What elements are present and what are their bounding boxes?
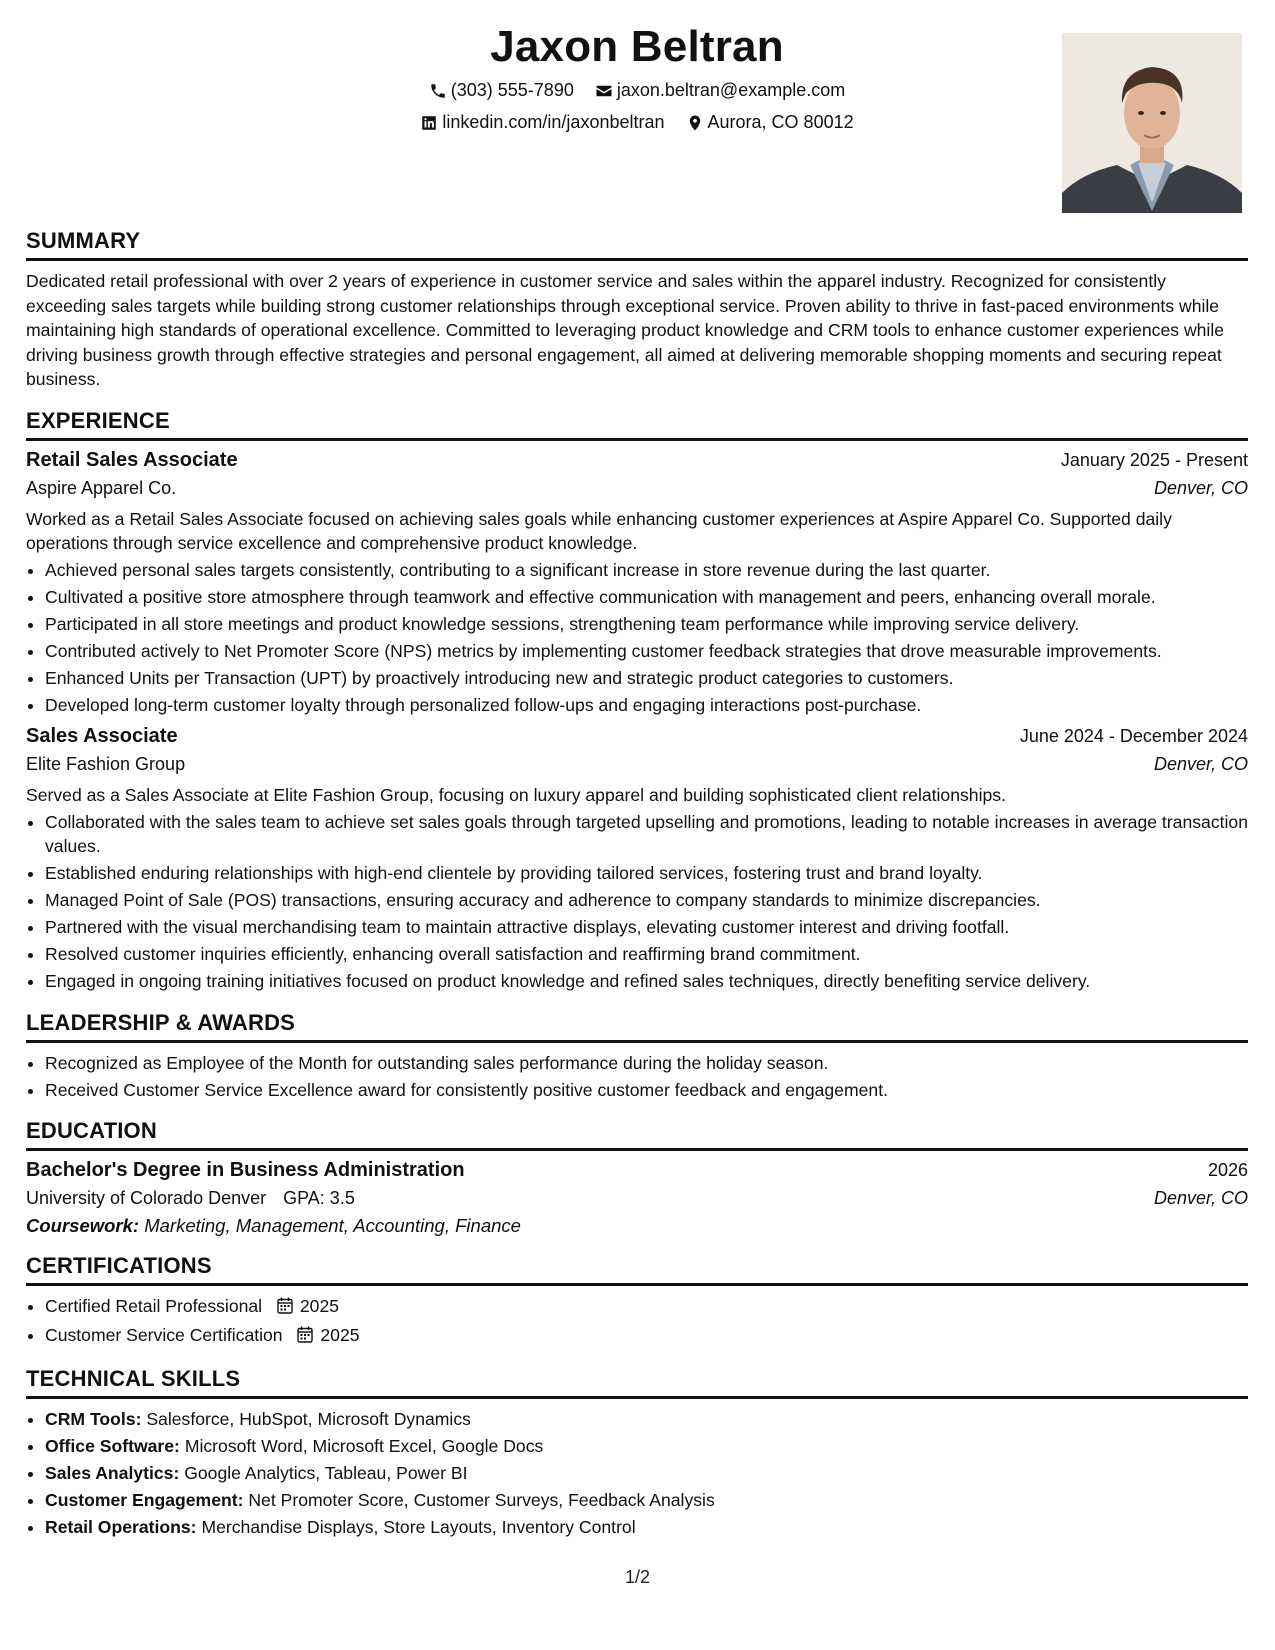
list-item: • Participated in all store meetings and product knowledge sessions, strengthening team performance while improving service delivery. (45, 612, 1248, 637)
list-item (45, 1488, 1248, 1513)
skill-value: Salesforce, HubSpot, Microsoft Dynamics (146, 1408, 471, 1429)
page-number: 1/2 (624, 1567, 651, 1587)
summary-text: Dedicated retail professional with over 2 years of experience in customer service and sales within the apparel industry. Recognized for consistently exceeding sales targets while building strong customer relationships through exceptional service. Proven ability to thrive in fast-paced environments while maintaining high standards of operational excellence. Committed to leveraging product knowledge and CRM tools to enhance customer experiences while driving business growth through effective strategies and personal engagement, all aimed at delivering memorable shopping moments and securing repeat business. (26, 271, 1225, 389)
phone-contact (429, 80, 574, 101)
list-item: • Partnered with the visual merchandising team to maintain attractive displays, elevating customer interest and driving footfall. (45, 915, 1248, 940)
location-contact (686, 112, 854, 133)
list-item: • Cultivated a positive store atmosphere through teamwork and effective communication with management and peers, enhancing overall morale. (45, 585, 1248, 610)
company-name: Elite Fashion Group (26, 754, 186, 774)
summary-heading: SUMMARY (26, 228, 1248, 261)
degree-name: Bachelor's Degree in Business Administration (26, 1159, 465, 1181)
envelope-icon (595, 82, 613, 100)
job-title: Retail Sales Associate (26, 448, 238, 471)
job-bullets (26, 558, 1248, 718)
linkedin-contact[interactable] (420, 112, 664, 133)
job-description: Served as a Sales Associate at Elite Fashion Group, focusing on luxury apparel and building sophisticated client relationships. (26, 785, 1006, 805)
gpa: GPA: 3.5 (283, 1188, 355, 1208)
location-text: Aurora, CO 80012 (707, 112, 854, 132)
skills-section (26, 1366, 1248, 1540)
experience-section (26, 408, 1248, 994)
certifications-section (26, 1253, 1248, 1350)
coursework (26, 1215, 1248, 1237)
candidate-name: Jaxon Beltran (490, 22, 784, 71)
resume-page (26, 0, 1248, 1542)
list-item: • Engaged in ongoing training initiatives focused on product knowledge and refined sales techniques, directly benefiting service delivery. (45, 969, 1248, 994)
school-location: Denver, CO (1153, 1188, 1248, 1208)
job-title: Sales Associate (26, 725, 178, 747)
job-entry (26, 725, 1248, 994)
skill-value: Merchandise Displays, Store Layouts, Inventory Control (201, 1516, 636, 1537)
email-contact[interactable] (595, 80, 845, 101)
profile-photo-illustration (1062, 33, 1242, 213)
skills-list (26, 1407, 1248, 1540)
list-item (45, 1434, 1248, 1459)
certification-year: 2025 (299, 1296, 340, 1316)
list-item: • Achieved personal sales targets consistently, contributing to a significant increase in store revenue during the last quarter. (45, 558, 1248, 583)
list-item: • Enhanced Units per Transaction (UPT) by proactively introducing new and strategic product categories to customers. (45, 666, 1248, 691)
profile-photo (1062, 33, 1242, 213)
job-dates: June 2024 - December 2024 (1019, 726, 1248, 746)
list-item (45, 1294, 1248, 1321)
leadership-section (26, 1010, 1248, 1103)
skill-label: Retail Operations: (45, 1516, 197, 1537)
experience-heading: EXPERIENCE (26, 408, 1248, 441)
school-name: University of Colorado Denver (26, 1188, 267, 1208)
leadership-heading: LEADERSHIP & AWARDS (26, 1010, 1248, 1043)
summary-section (26, 228, 1248, 392)
list-item (45, 1515, 1248, 1540)
list-item: • Recognized as Employee of the Month for outstanding sales performance during the holiday season. (45, 1051, 1248, 1076)
job-bullets (26, 810, 1248, 994)
skill-label: Office Software: (45, 1435, 180, 1456)
job-description: Worked as a Retail Sales Associate focused on achieving sales goals while enhancing customer experiences at Aspire Apparel Co. Supported daily operations through service excellence and comprehensive product knowledge. (26, 508, 1172, 553)
calendar-icon (277, 1296, 293, 1321)
job-location: Denver, CO (1153, 477, 1248, 498)
job-dates: January 2025 - Present (1060, 449, 1248, 470)
skill-label: CRM Tools: (45, 1408, 142, 1429)
coursework-label: Coursework: (26, 1215, 140, 1236)
list-item (45, 1461, 1248, 1486)
certification-name: Customer Service Certification (45, 1325, 283, 1345)
certifications-list (26, 1294, 1248, 1350)
list-item: • Established enduring relationships with high-end clientele by providing tailored services, fostering trust and brand loyalty. (45, 861, 1248, 886)
leadership-list (26, 1051, 1248, 1103)
graduation-year: 2026 (1207, 1160, 1248, 1180)
skill-label: Customer Engagement: (45, 1489, 244, 1510)
list-item (45, 1323, 1248, 1350)
list-item: • Contributed actively to Net Promoter Score (NPS) metrics by implementing customer feedback strategies that drove measurable improvements. (45, 639, 1248, 664)
skill-label: Sales Analytics: (45, 1462, 180, 1483)
job-entry (26, 449, 1248, 718)
skills-heading: TECHNICAL SKILLS (26, 1366, 1248, 1399)
certification-year: 2025 (320, 1325, 360, 1345)
certification-name: Certified Retail Professional (45, 1296, 263, 1316)
company-name: Aspire Apparel Co. (26, 477, 177, 498)
email-link[interactable]: jaxon.beltran@example.com (616, 80, 846, 100)
education-section (26, 1118, 1248, 1237)
phone-text: (303) 555-7890 (450, 80, 574, 100)
skill-value: Microsoft Word, Microsoft Excel, Google Docs (184, 1435, 544, 1456)
linkedin-icon (420, 114, 438, 132)
list-item: • Managed Point of Sale (POS) transactions, ensuring accuracy and adherence to company standards to minimize discrepancies. (45, 888, 1248, 913)
phone-icon (429, 82, 447, 100)
certifications-heading: CERTIFICATIONS (26, 1253, 1248, 1286)
coursework-list: Marketing, Management, Accounting, Finance (144, 1215, 521, 1236)
list-item: • Received Customer Service Excellence award for consistently positive customer feedback and engagement. (45, 1078, 1248, 1103)
map-pin-icon (686, 114, 704, 132)
skill-value: Google Analytics, Tableau, Power BI (184, 1462, 468, 1483)
list-item: • Developed long-term customer loyalty through personalized follow-ups and engaging interactions post-purchase. (45, 693, 1248, 718)
job-location: Denver, CO (1153, 754, 1248, 774)
linkedin-link[interactable]: linkedin.com/in/jaxonbeltran (442, 112, 665, 132)
calendar-icon (297, 1325, 313, 1350)
list-item (45, 1407, 1248, 1432)
skill-value: Net Promoter Score, Customer Surveys, Feedback Analysis (248, 1489, 715, 1510)
education-heading: EDUCATION (26, 1118, 1248, 1151)
list-item: • Resolved customer inquiries efficiently, enhancing overall satisfaction and reaffirming brand commitment. (45, 942, 1248, 967)
resume-header (26, 0, 1248, 212)
list-item: • Collaborated with the sales team to achieve set sales goals through targeted upselling and promotions, leading to notable increases in average transaction values. (45, 810, 1248, 859)
